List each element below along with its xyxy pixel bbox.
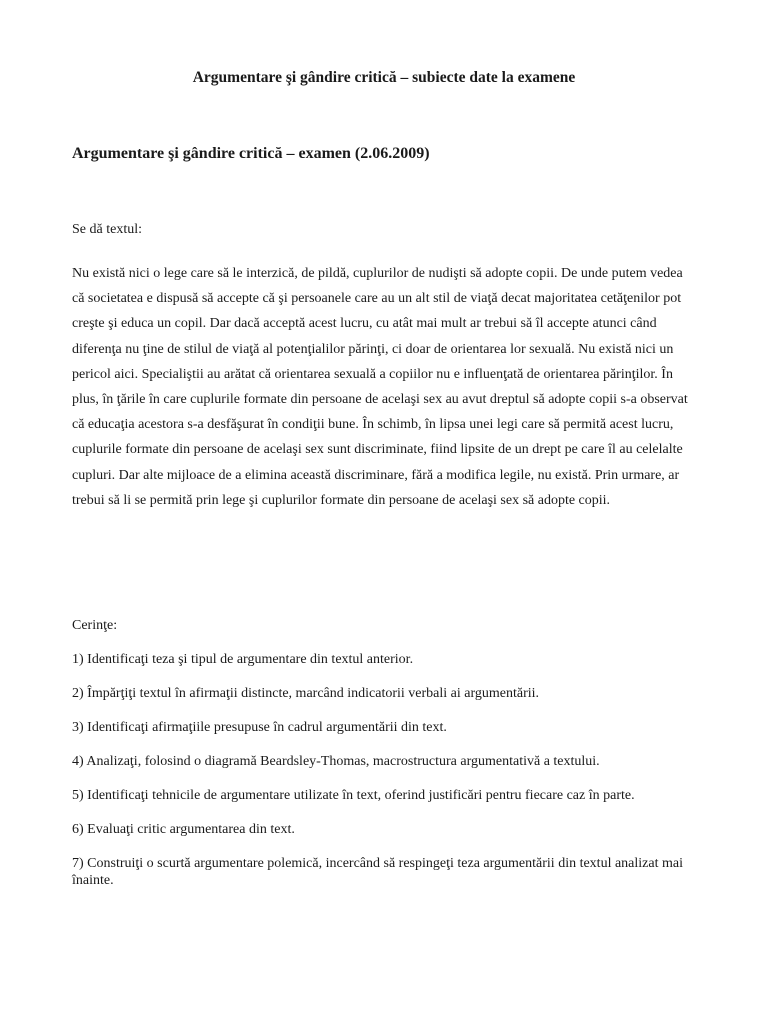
- requirement-item: 7) Construiţi o scurtă argumentare polemică, incercând să respingeţi teza argumentării din textul analizat mai înainte.: [72, 856, 683, 888]
- exam-subtitle: Argumentare şi gândire critică – examen (2.06.2009): [72, 145, 430, 162]
- document-title: Argumentare şi gândire critică – subiecte date la examene: [192, 69, 576, 86]
- requirement-item: 4) Analizaţi, folosind o diagramă Beardsley-Thomas, macrostructura argumentativă a textului.: [72, 754, 600, 769]
- requirement-item: 3) Identificaţi afirmaţiile presupuse în cadrul argumentării din text.: [72, 720, 447, 735]
- requirements-list: [72, 651, 698, 906]
- requirements-label: Cerinţe:: [72, 618, 118, 633]
- argument-text: Nu există nici o lege care să le interzică, de pildă, cuplurilor de nudişti să adopte copii. De unde putem vedea că societatea e dispusă să accepte că şi persoanele care au un alt stil de viaţă decat majoritatea cetăţenilor pot creşte şi educa un copil. Dar dacă acceptă acest lucru, cu atât mai mult ar trebui să îl accepte atunci când diferenţa nu ţine de stilul de viaţă al potenţialilor părinţi, ci doar de orientarea lor sexuală. Nu există nici un pericol aici. Specialiştii au arătat că orientarea sexuală a copiilor nu e influenţată de orientarea părinţilor. În plus, în ţările în care cuplurile formate din persoane de acelaşi sex au avut dreptul să adopte copii s-a observat că educaţia acestora s-a desfăşurat în condiţii bune. În schimb, în lipsa unei legi care să permită acest lucru, cuplurile formate din persoane de acelaşi sex sunt discriminate, fiind lipsite de un drept pe care îl au celelalte cupluri. Dar alte mijloace de a elimina această discriminare, fără a modifica legile, nu există. Prin urmare, ar trebui să li se permită prin lege şi cuplurilor formate din persoane de acelaşi sex să adopte copii.: [72, 266, 688, 508]
- requirement-item: 6) Evaluaţi critic argumentarea din text.: [72, 822, 295, 837]
- requirement-item: 1) Identificaţi teza şi tipul de argumentare din textul anterior.: [72, 652, 414, 667]
- requirement-item: 2) Împărţiţi textul în afirmaţii distincte, marcând indicatorii verbali ai argumentării.: [72, 686, 540, 701]
- intro-text: Se dă textul:: [72, 222, 142, 237]
- requirement-item: 5) Identificaţi tehnicile de argumentare utilizate în text, oferind justificări pentru fiecare caz în parte.: [72, 788, 635, 803]
